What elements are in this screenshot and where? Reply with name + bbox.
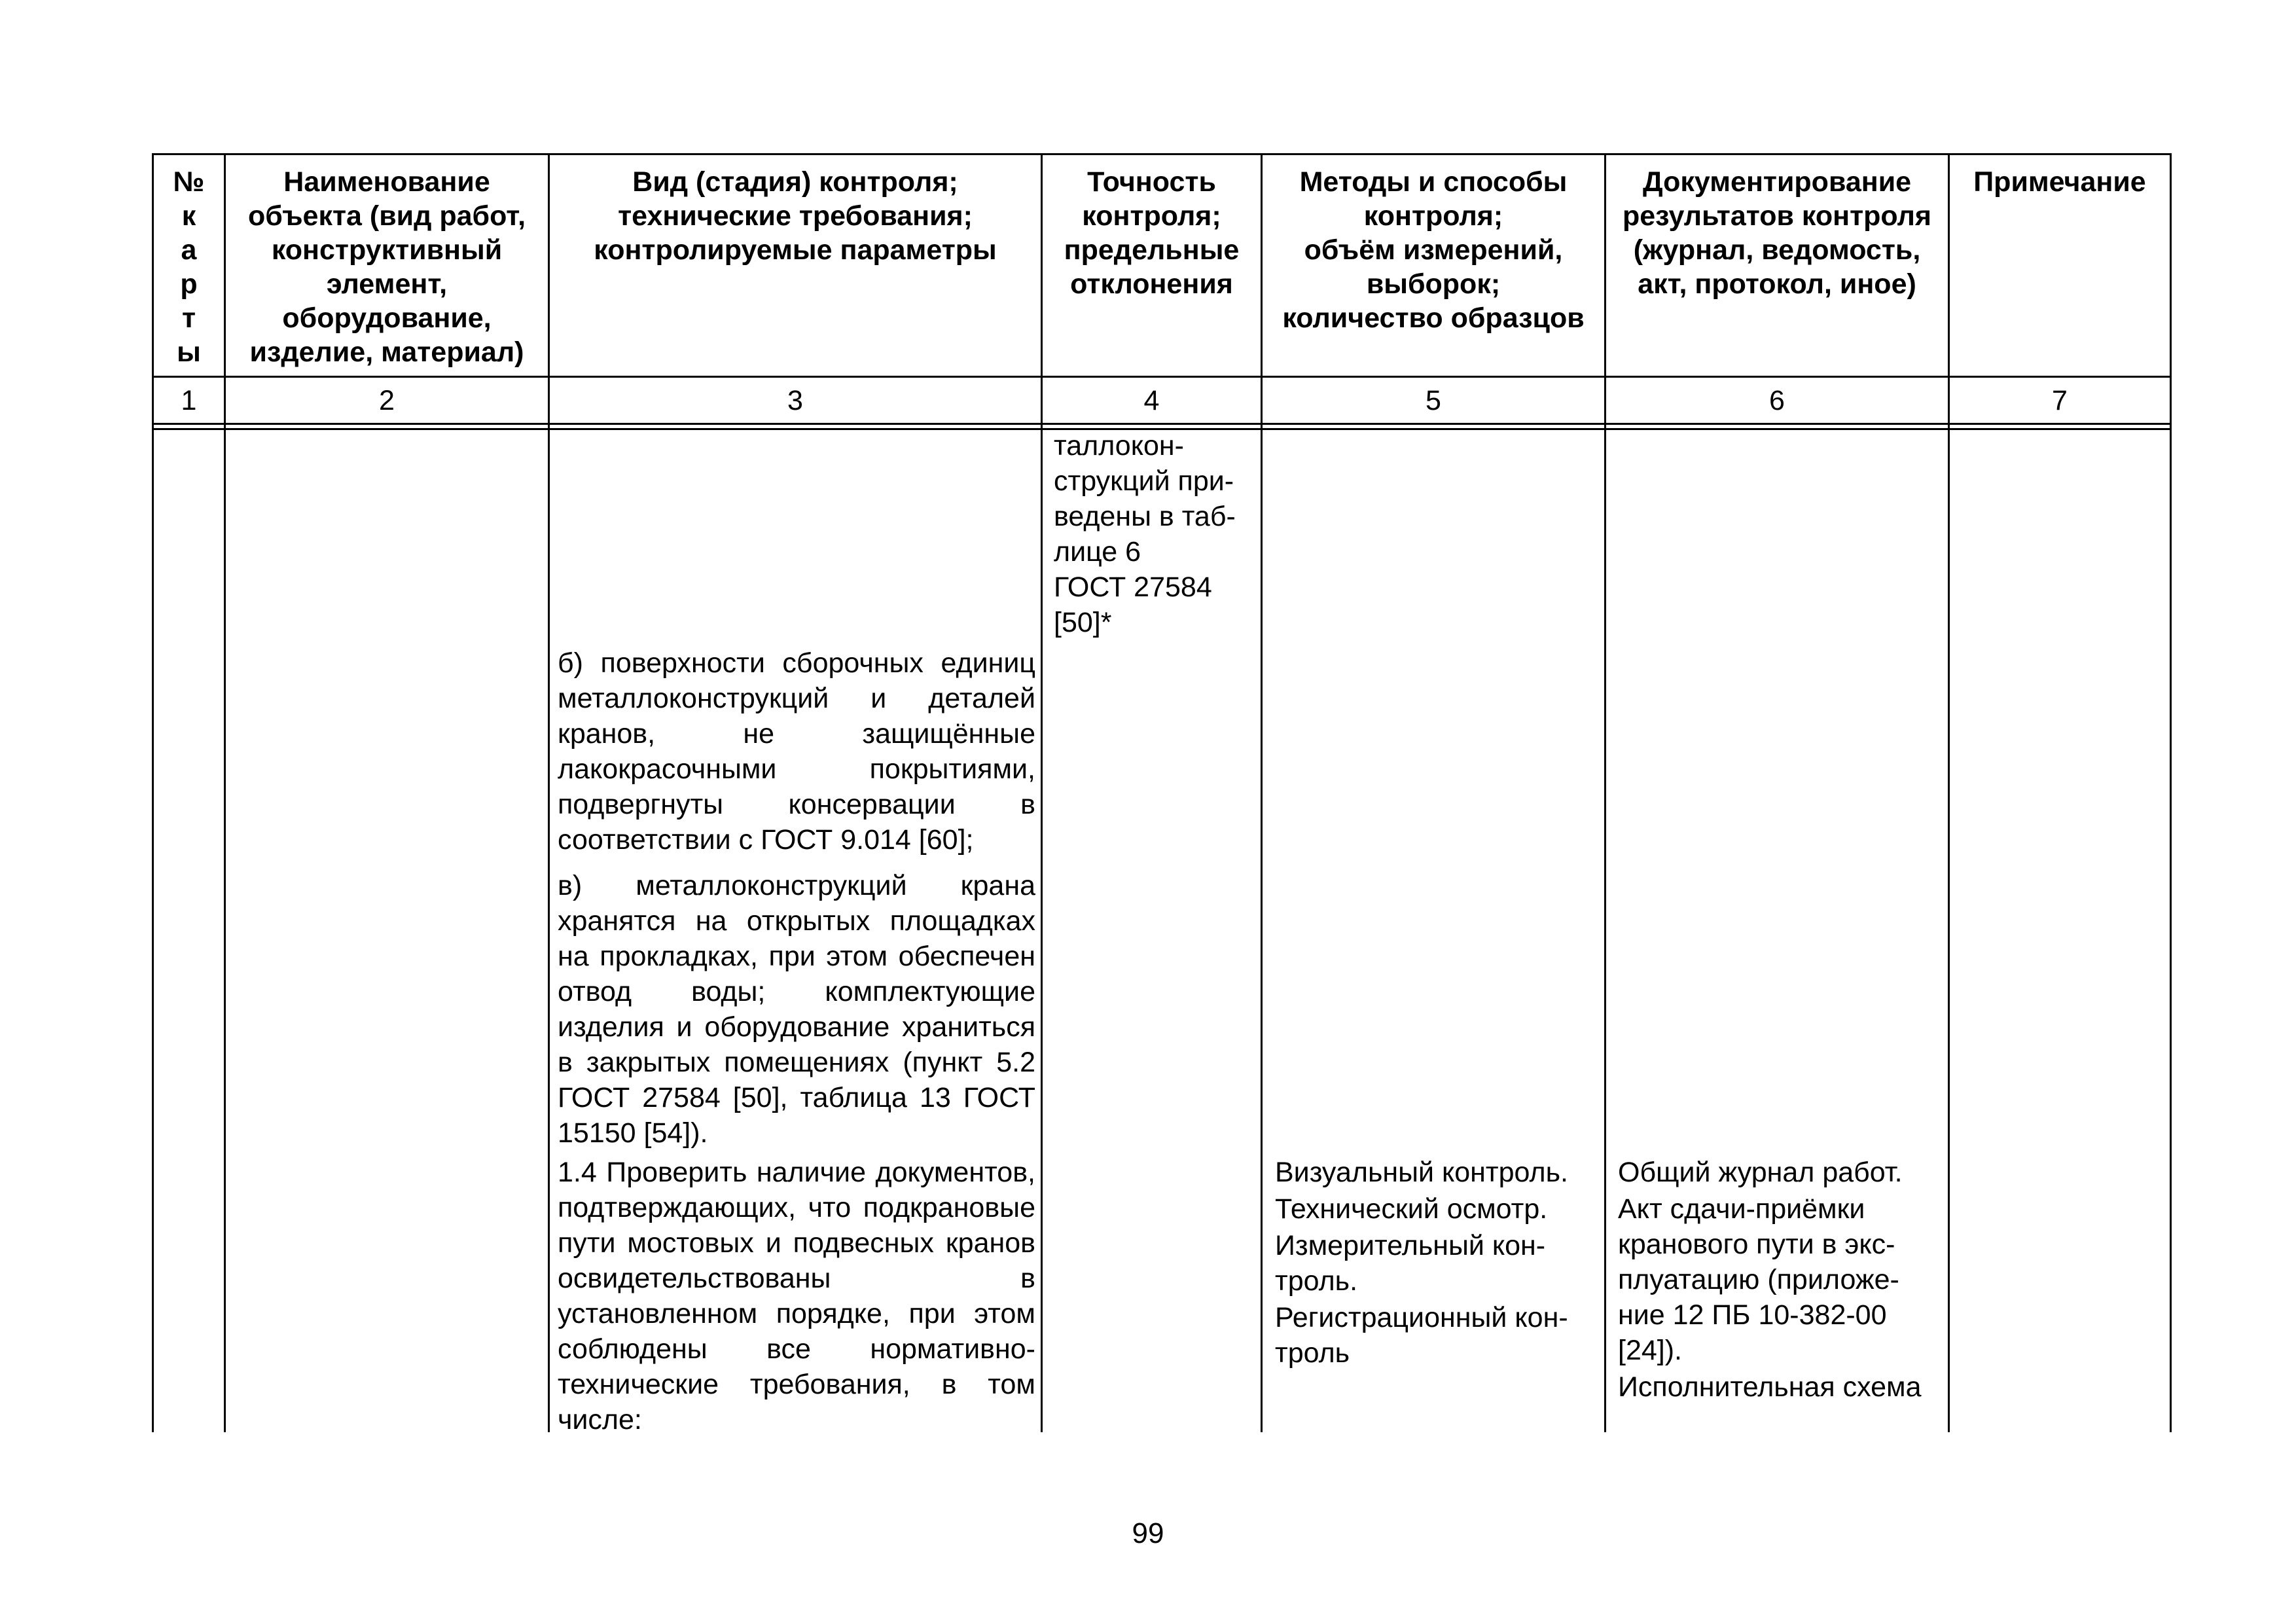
col-border-2 bbox=[548, 153, 550, 1432]
method-registration: Регистрационный кон- троль bbox=[1275, 1302, 1568, 1369]
requirement-item-1-4: 1.4 Проверить наличие документов, подтверждающих, что подкрановые пути мостовых и подвесных кранов освидетельствованы в установленном порядке, при этом соблюдены все нормативно-технические требования, в том числе: bbox=[558, 1157, 1035, 1435]
doc-as-built-scheme: Исполнительная схема bbox=[1618, 1371, 1922, 1403]
doc-general-journal: Общий журнал работ. bbox=[1618, 1157, 1903, 1188]
requirement-item-b: б) поверхности сборочных единиц металлоконструкций и деталей кранов, не защищённые лакокрасочными покрытиями, подвергнуты консервации в соответствии с ГОСТ 9.014 [60]; bbox=[558, 647, 1035, 856]
header-bottom-border bbox=[152, 376, 2172, 378]
page-number: 99 bbox=[1132, 1517, 1164, 1549]
control-table bbox=[152, 153, 2172, 1435]
accuracy-text: таллокон- струкций при- ведены в таб- лице 6 ГОСТ 27584 [50]* bbox=[1054, 430, 1236, 638]
column-number-2: 2 bbox=[379, 385, 395, 416]
col-border-3 bbox=[1041, 153, 1043, 1432]
column-number-4: 4 bbox=[1143, 385, 1160, 416]
requirement-item-v: в) металлоконструкций крана хранятся на открытых площадках на прокладках, при этом обеспечен отвод воды; комплектующие изделия и оборудование храниться в закрытых помещениях (пункт 5.2 ГОСТ 27584 [50], таблица 13 ГОСТ 15150 [54]). bbox=[558, 870, 1035, 1149]
method-visual: Визуальный контроль. bbox=[1275, 1157, 1568, 1188]
header-control-type: Вид (стадия) контроля; технические требования; контролируемые параметры bbox=[594, 166, 997, 266]
header-documentation: Документирование результатов контроля (журнал, ведомость, акт, протокол, иное) bbox=[1622, 166, 1932, 300]
header-note: Примечание bbox=[1973, 166, 2146, 198]
method-inspection: Технический осмотр. bbox=[1275, 1193, 1548, 1225]
column-number-5: 5 bbox=[1426, 385, 1441, 416]
column-number-1: 1 bbox=[181, 385, 197, 416]
col-border-4 bbox=[1261, 153, 1263, 1432]
column-number-6: 6 bbox=[1769, 385, 1785, 416]
numbers-row-border-1 bbox=[152, 423, 2172, 425]
header-methods: Методы и способы контроля; объём измерений, выборок; количество образцов bbox=[1282, 166, 1585, 334]
header-object-name: Наименование объекта (вид работ, конструктивный элемент, оборудование, изделие, материал) bbox=[247, 166, 526, 368]
table-top-border bbox=[152, 153, 2172, 155]
documentation-list bbox=[1618, 1155, 1945, 1405]
column-number-7: 7 bbox=[2052, 385, 2068, 416]
col-border-6 bbox=[1948, 153, 1950, 1432]
methods-list bbox=[1275, 1155, 1602, 1371]
col-border-5 bbox=[1604, 153, 1606, 1432]
method-measurement: Измерительный кон- троль. bbox=[1275, 1230, 1546, 1297]
doc-acceptance-act: Акт сдачи-приёмки кранового пути в экс- плуатацию (приложе- ние 12 ПБ 10-382-00 [24]). bbox=[1618, 1193, 1899, 1366]
column-number-3: 3 bbox=[787, 385, 803, 416]
header-card-number: № к а р т ы bbox=[173, 166, 205, 368]
col-border-7 bbox=[2170, 153, 2172, 1432]
header-accuracy: Точность контроля; предельные отклонения bbox=[1064, 166, 1240, 300]
